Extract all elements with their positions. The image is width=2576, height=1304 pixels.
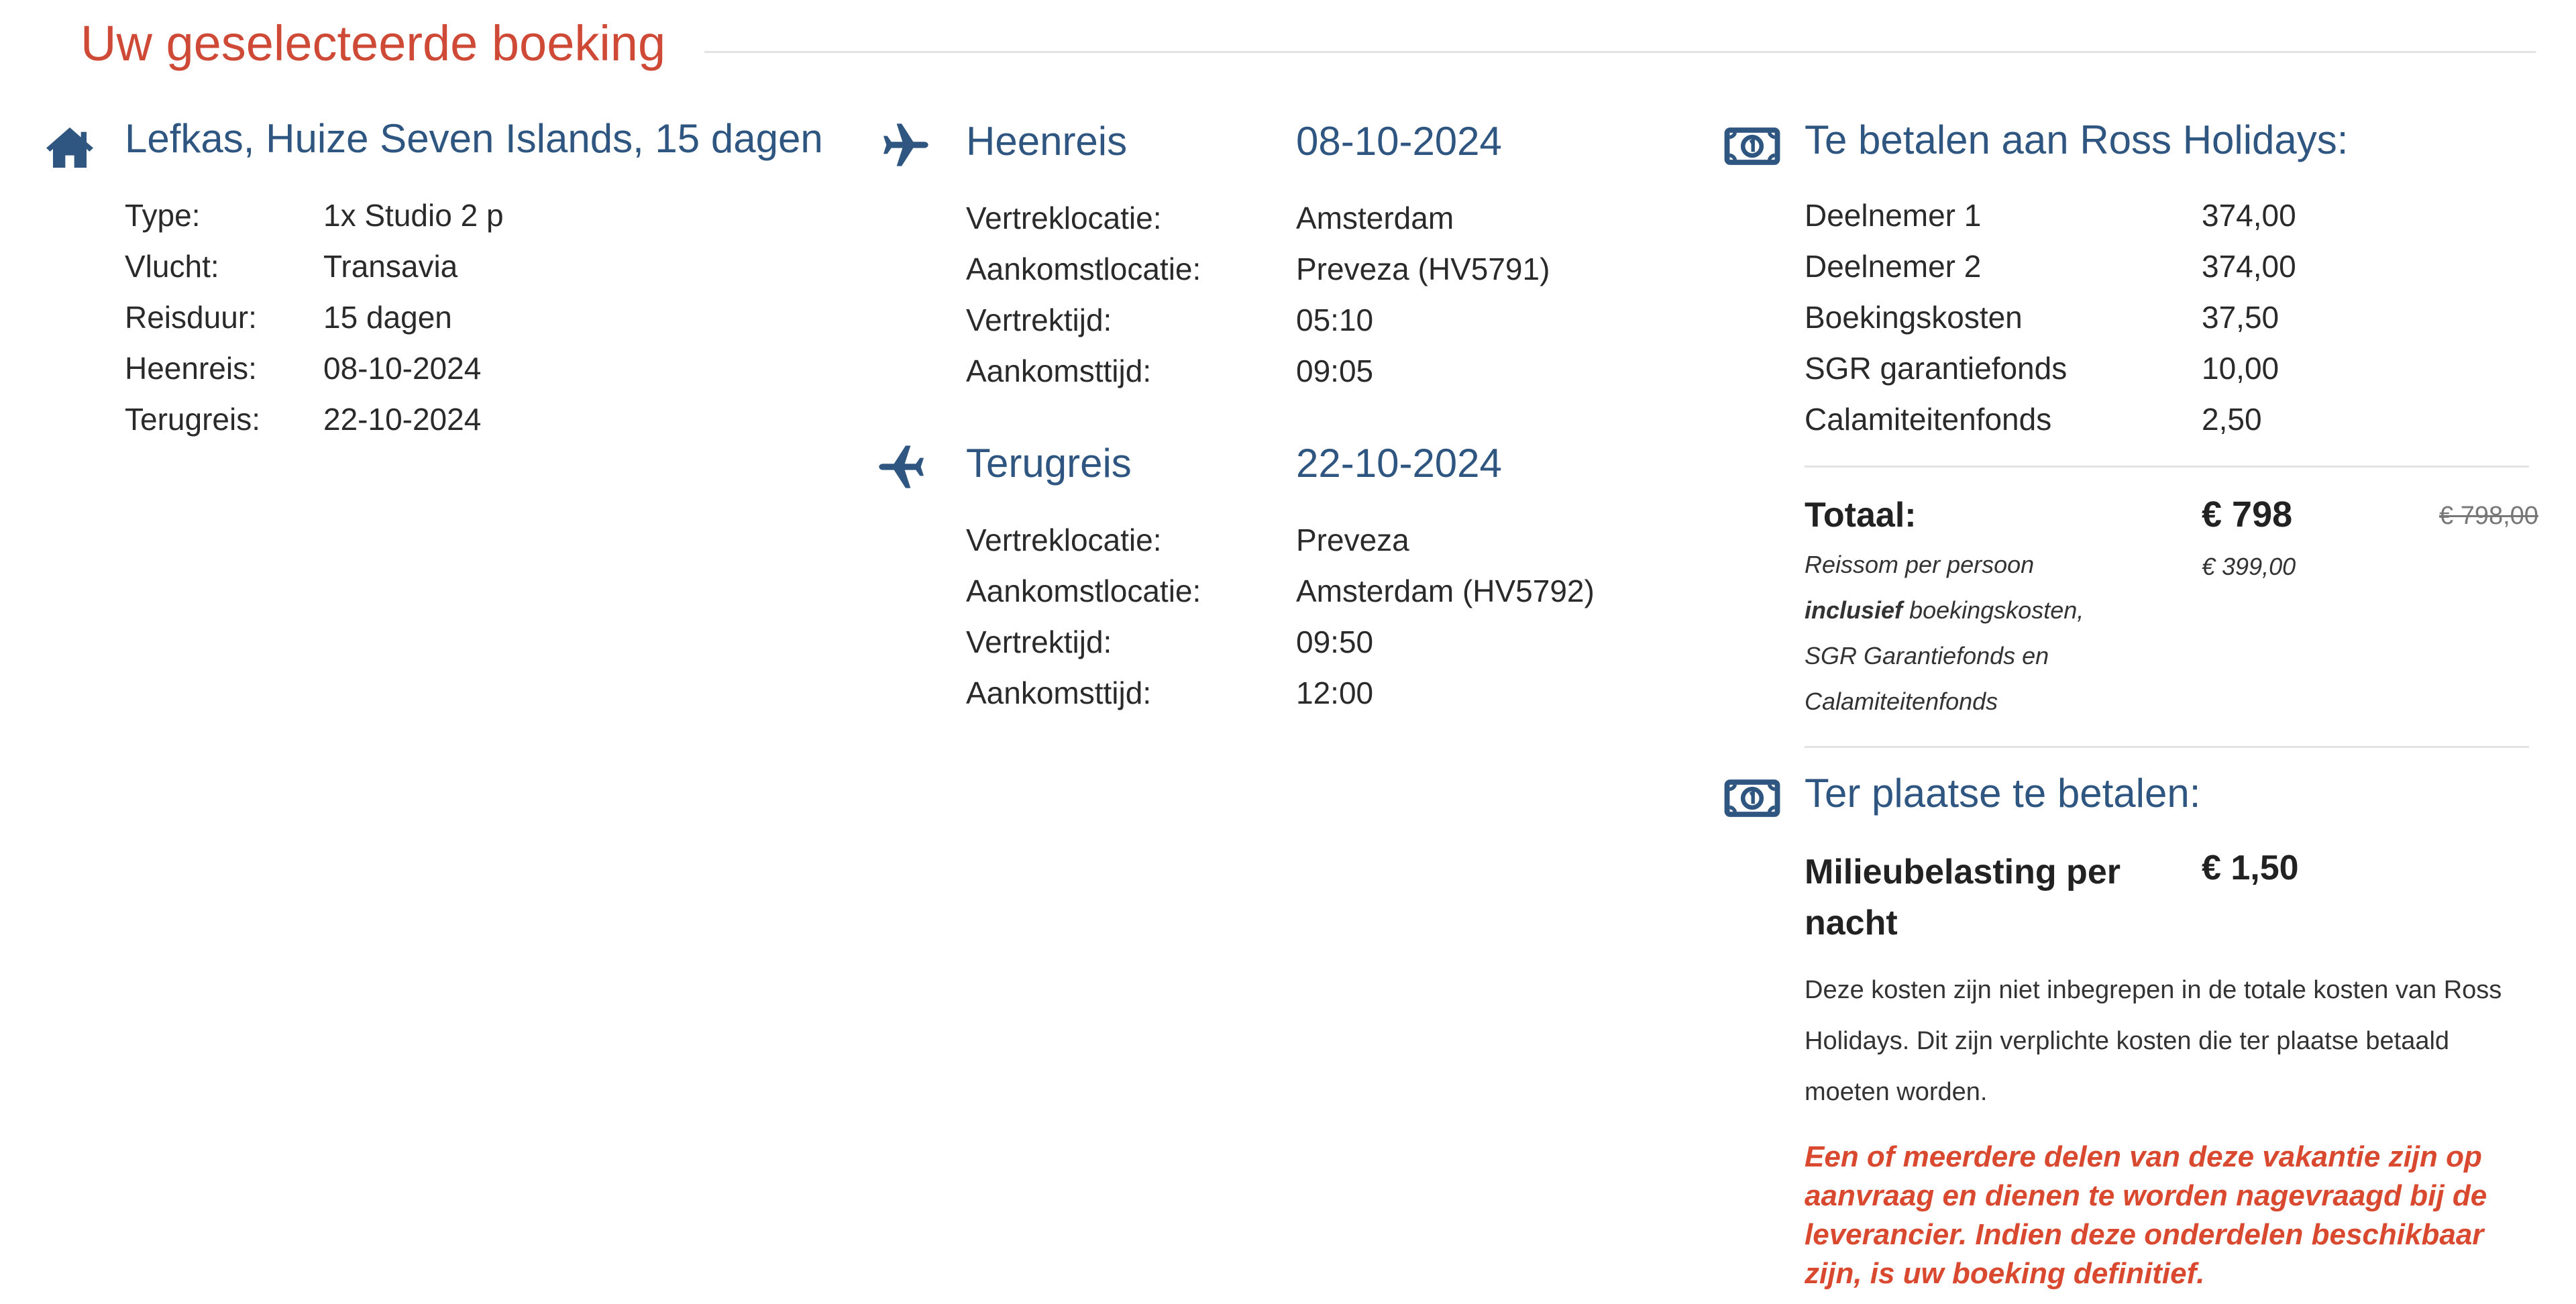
detail-value: 08-10-2024 — [323, 351, 482, 386]
detail-label: Vlucht: — [125, 249, 219, 284]
onsite-item-line-1: Milieubelasting per — [1805, 853, 2121, 891]
flight-label: Vertreklocatie: — [966, 201, 1162, 235]
detail-value: 1x Studio 2 p — [323, 198, 504, 233]
payment-title: Te betalen aan Ross Holidays: — [1805, 117, 2349, 162]
flight-label: Vertrektijd: — [966, 624, 1112, 659]
inclusive-line-2: SGR Garantiefonds en — [1805, 642, 2049, 669]
flight-label: Aankomstlocatie: — [966, 574, 1201, 608]
flight-value: 09:50 — [1296, 624, 1374, 659]
plane-icon — [880, 118, 934, 172]
old-total-value: € 798,00 — [2439, 502, 2538, 530]
flight-value: 05:10 — [1296, 303, 1374, 337]
flight-value: 09:05 — [1296, 354, 1374, 388]
accommodation-title: Lefkas, Huize Seven Islands, 15 dagen — [125, 116, 823, 161]
flight-label: Aankomsttijd: — [966, 354, 1152, 388]
onsite-item-label — [1805, 847, 2121, 948]
flight-label: Aankomsttijd: — [966, 675, 1152, 710]
onsite-item-value: € 1,50 — [2202, 849, 2299, 887]
onsite-title: Ter plaatse te betalen: — [1805, 771, 2201, 816]
flight-label: Vertrektijd: — [966, 303, 1112, 337]
cost-value: 2,50 — [2202, 402, 2262, 437]
detail-label: Type: — [125, 198, 201, 233]
per-person-label: Reissom per persoon — [1805, 551, 2035, 578]
plane-return-icon — [873, 440, 927, 494]
cost-value: 10,00 — [2202, 351, 2279, 386]
outbound-date: 08-10-2024 — [1296, 119, 1502, 164]
total-value: € 798 — [2202, 494, 2293, 535]
flight-label: Aankomstlocatie: — [966, 252, 1201, 286]
cost-label: Calamiteitenfonds — [1805, 402, 2052, 437]
onsite-item-line-2: nacht — [1805, 904, 1898, 942]
flight-value: Amsterdam (HV5792) — [1296, 574, 1595, 608]
inclusive-line-3: Calamiteitenfonds — [1805, 688, 1998, 715]
page-title: Uw geselecteerde boeking — [80, 15, 666, 71]
cost-label: SGR garantiefonds — [1805, 351, 2068, 386]
per-person-value: € 399,00 — [2202, 553, 2296, 580]
return-title: Terugreis — [966, 441, 1132, 486]
cost-value: 374,00 — [2202, 249, 2296, 284]
inclusive-bold: inclusief — [1805, 596, 1903, 624]
flight-value: Amsterdam — [1296, 201, 1454, 235]
cost-label: Deelnemer 1 — [1805, 198, 1982, 233]
cost-value: 37,50 — [2202, 300, 2279, 335]
flight-label: Vertreklocatie: — [966, 523, 1162, 557]
per-person-note — [1805, 542, 2153, 724]
onsite-divider — [1805, 746, 2529, 748]
total-divider — [1805, 466, 2529, 468]
flight-value: Preveza — [1296, 523, 1409, 557]
inclusive-note — [1805, 588, 2153, 633]
cost-value: 374,00 — [2202, 198, 2296, 233]
detail-value: Transavia — [323, 249, 458, 284]
money-icon — [1724, 118, 1780, 174]
inclusive-rest: boekingskosten, — [1909, 596, 2084, 624]
onsite-description: Deze kosten zijn niet inbegrepen in de totale kosten van Ross Holidays. Dit zijn verplichte kosten die ter plaatse betaald moeten worden. — [1805, 976, 2502, 1106]
home-icon — [43, 121, 97, 174]
cost-label: Boekingskosten — [1805, 300, 2023, 335]
flight-value: Preveza (HV5791) — [1296, 252, 1550, 286]
title-divider — [704, 51, 2536, 53]
total-label: Totaal: — [1805, 496, 1917, 535]
money-icon — [1724, 770, 1780, 826]
flight-value: 12:00 — [1296, 675, 1374, 710]
return-date: 22-10-2024 — [1296, 441, 1502, 486]
detail-label: Heenreis: — [125, 351, 257, 386]
outbound-title: Heenreis — [966, 119, 1128, 164]
cost-label: Deelnemer 2 — [1805, 249, 1982, 284]
detail-value: 22-10-2024 — [323, 402, 482, 437]
availability-warning: Een of meerdere delen van deze vakantie zijn op aanvraag en dienen te worden nagevraagd bij de leverancier. Indien deze onderdelen beschikbaar zijn, is uw boeking definitief. — [1805, 1140, 2487, 1290]
detail-label: Terugreis: — [125, 402, 260, 437]
detail-label: Reisduur: — [125, 300, 257, 335]
detail-value: 15 dagen — [323, 300, 452, 335]
